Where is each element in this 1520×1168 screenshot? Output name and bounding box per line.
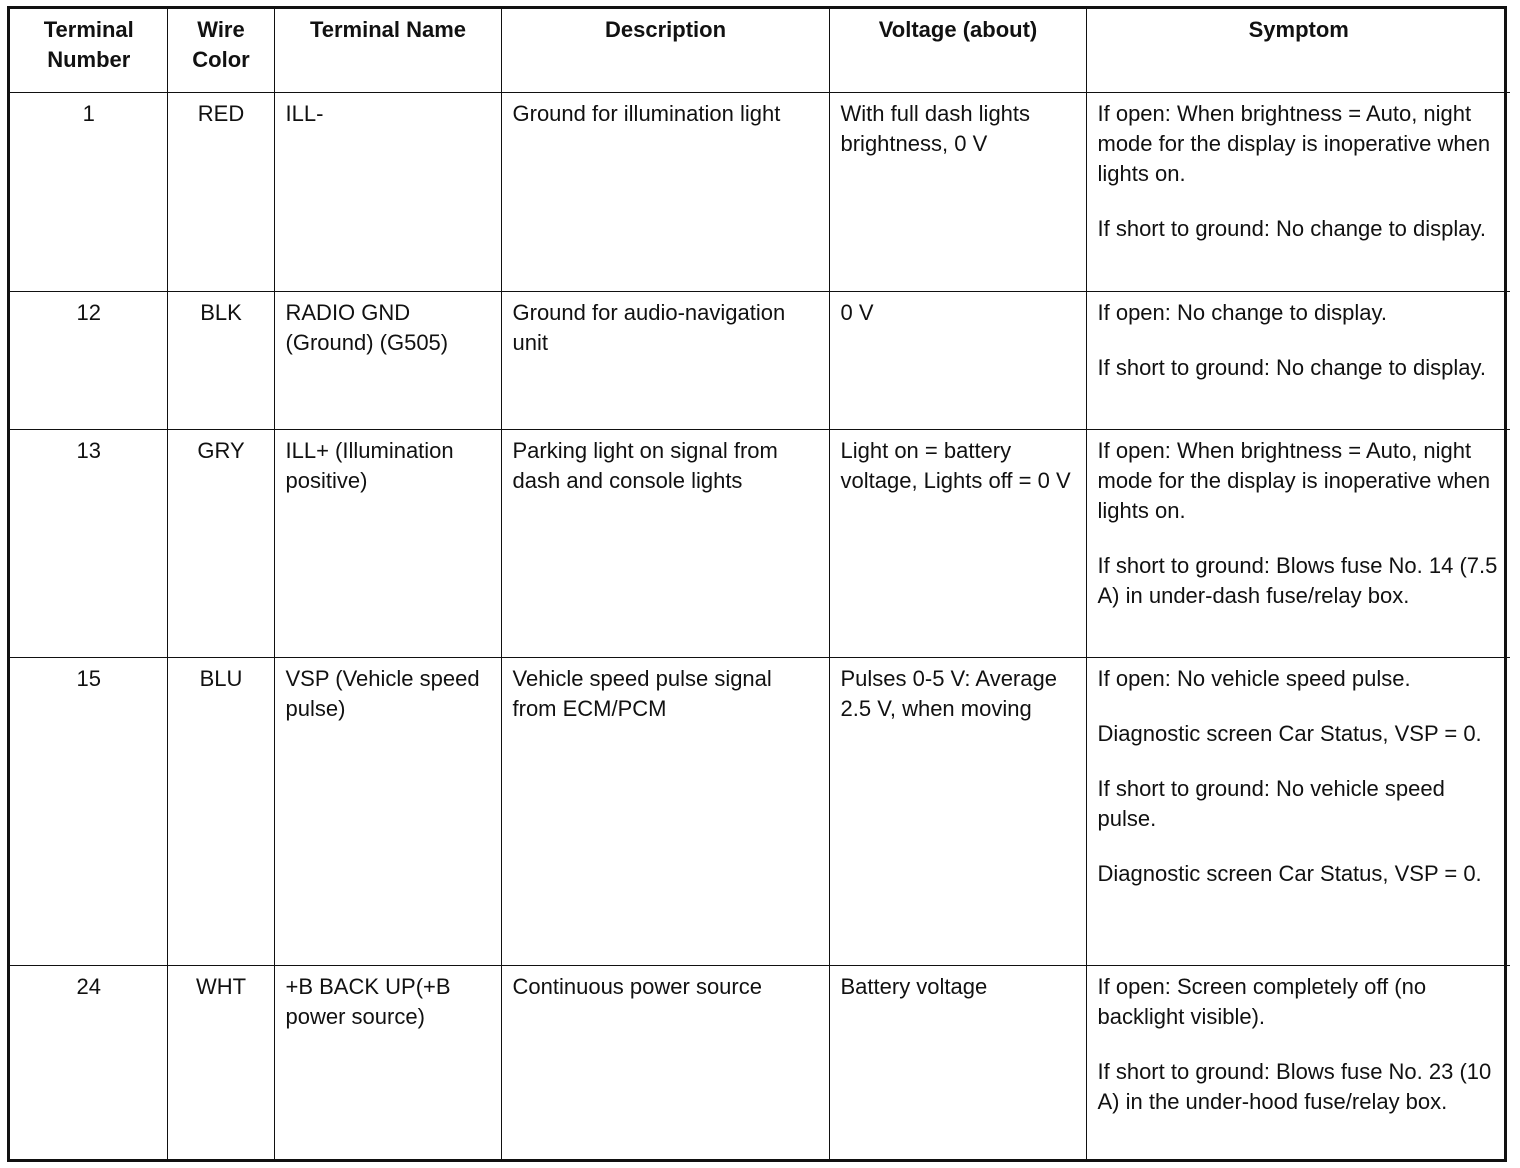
terminal-name-cell: VSP (Vehicle speed pulse) xyxy=(274,657,501,965)
symptom-text: If short to ground: Blows fuse No. 14 (7.5 A) in under-dash fuse/relay box. xyxy=(1097,552,1498,608)
description-cell: Ground for audio-navigation unit xyxy=(501,291,829,429)
terminal-number-cell: 13 xyxy=(10,429,167,657)
terminal-table-frame xyxy=(7,6,1507,1162)
symptom-text: If short to ground: No vehicle speed pulse. xyxy=(1097,775,1445,831)
voltage-cell: Light on = battery voltage, Lights off = 0 V xyxy=(829,429,1086,657)
symptom-text: Diagnostic screen Car Status, VSP = 0. xyxy=(1097,720,1482,746)
voltage-cell: 0 V xyxy=(829,291,1086,429)
voltage-cell: With full dash lights brightness, 0 V xyxy=(829,92,1086,291)
table-row xyxy=(10,291,1510,429)
wire-color-cell: BLU xyxy=(167,657,274,965)
symptom-cell xyxy=(1086,657,1510,965)
table-row xyxy=(10,429,1510,657)
symptom-cell xyxy=(1086,291,1510,429)
description-cell: Vehicle speed pulse signal from ECM/PCM xyxy=(501,657,829,965)
table-row xyxy=(10,965,1510,1159)
symptom-cell xyxy=(1086,92,1510,291)
description-cell: Parking light on signal from dash and console lights xyxy=(501,429,829,657)
wire-color-cell: RED xyxy=(167,92,274,291)
header-row xyxy=(10,9,1510,92)
table-row xyxy=(10,657,1510,965)
wire-color-cell: BLK xyxy=(167,291,274,429)
symptom-text: Diagnostic screen Car Status, VSP = 0. xyxy=(1097,860,1482,886)
symptom-text: If open: No change to display. xyxy=(1097,299,1387,325)
symptom-text: If short to ground: No change to display. xyxy=(1097,215,1486,241)
terminal-name-cell: RADIO GND (Ground) (G505) xyxy=(274,291,501,429)
terminal-name-cell: ILL+ (Illumination positive) xyxy=(274,429,501,657)
description-cell: Continuous power source xyxy=(501,965,829,1159)
description-cell: Ground for illumination light xyxy=(501,92,829,291)
header-description: Description xyxy=(501,9,829,92)
symptom-text: If open: Screen completely off (no backlight visible). xyxy=(1097,973,1427,1029)
symptom-cell xyxy=(1086,965,1510,1159)
symptom-cell xyxy=(1086,429,1510,657)
voltage-cell: Pulses 0-5 V: Average 2.5 V, when moving xyxy=(829,657,1086,965)
terminal-number-cell: 24 xyxy=(10,965,167,1159)
terminal-name-cell: +B BACK UP(+B power source) xyxy=(274,965,501,1159)
wire-color-cell: WHT xyxy=(167,965,274,1159)
symptom-text: If open: When brightness = Auto, night mode for the display is inoperative when lights on. xyxy=(1097,437,1491,523)
symptom-text: If open: No vehicle speed pulse. xyxy=(1097,665,1411,691)
symptom-text: If short to ground: Blows fuse No. 23 (10 A) in the under-hood fuse/relay box. xyxy=(1097,1058,1492,1114)
table-row xyxy=(10,92,1510,291)
terminal-number-cell: 1 xyxy=(10,92,167,291)
header-terminal-name: Terminal Name xyxy=(274,9,501,92)
symptom-text: If open: When brightness = Auto, night mode for the display is inoperative when lights on. xyxy=(1097,100,1491,186)
header-terminal-number: Terminal Number xyxy=(10,9,167,92)
terminal-table xyxy=(10,9,1510,1159)
terminal-number-cell: 15 xyxy=(10,657,167,965)
header-symptom: Symptom xyxy=(1086,9,1510,92)
voltage-cell: Battery voltage xyxy=(829,965,1086,1159)
header-wire-color: Wire Color xyxy=(167,9,274,92)
terminal-number-cell: 12 xyxy=(10,291,167,429)
header-voltage: Voltage (about) xyxy=(829,9,1086,92)
terminal-name-cell: ILL- xyxy=(274,92,501,291)
symptom-text: If short to ground: No change to display. xyxy=(1097,354,1486,380)
wire-color-cell: GRY xyxy=(167,429,274,657)
